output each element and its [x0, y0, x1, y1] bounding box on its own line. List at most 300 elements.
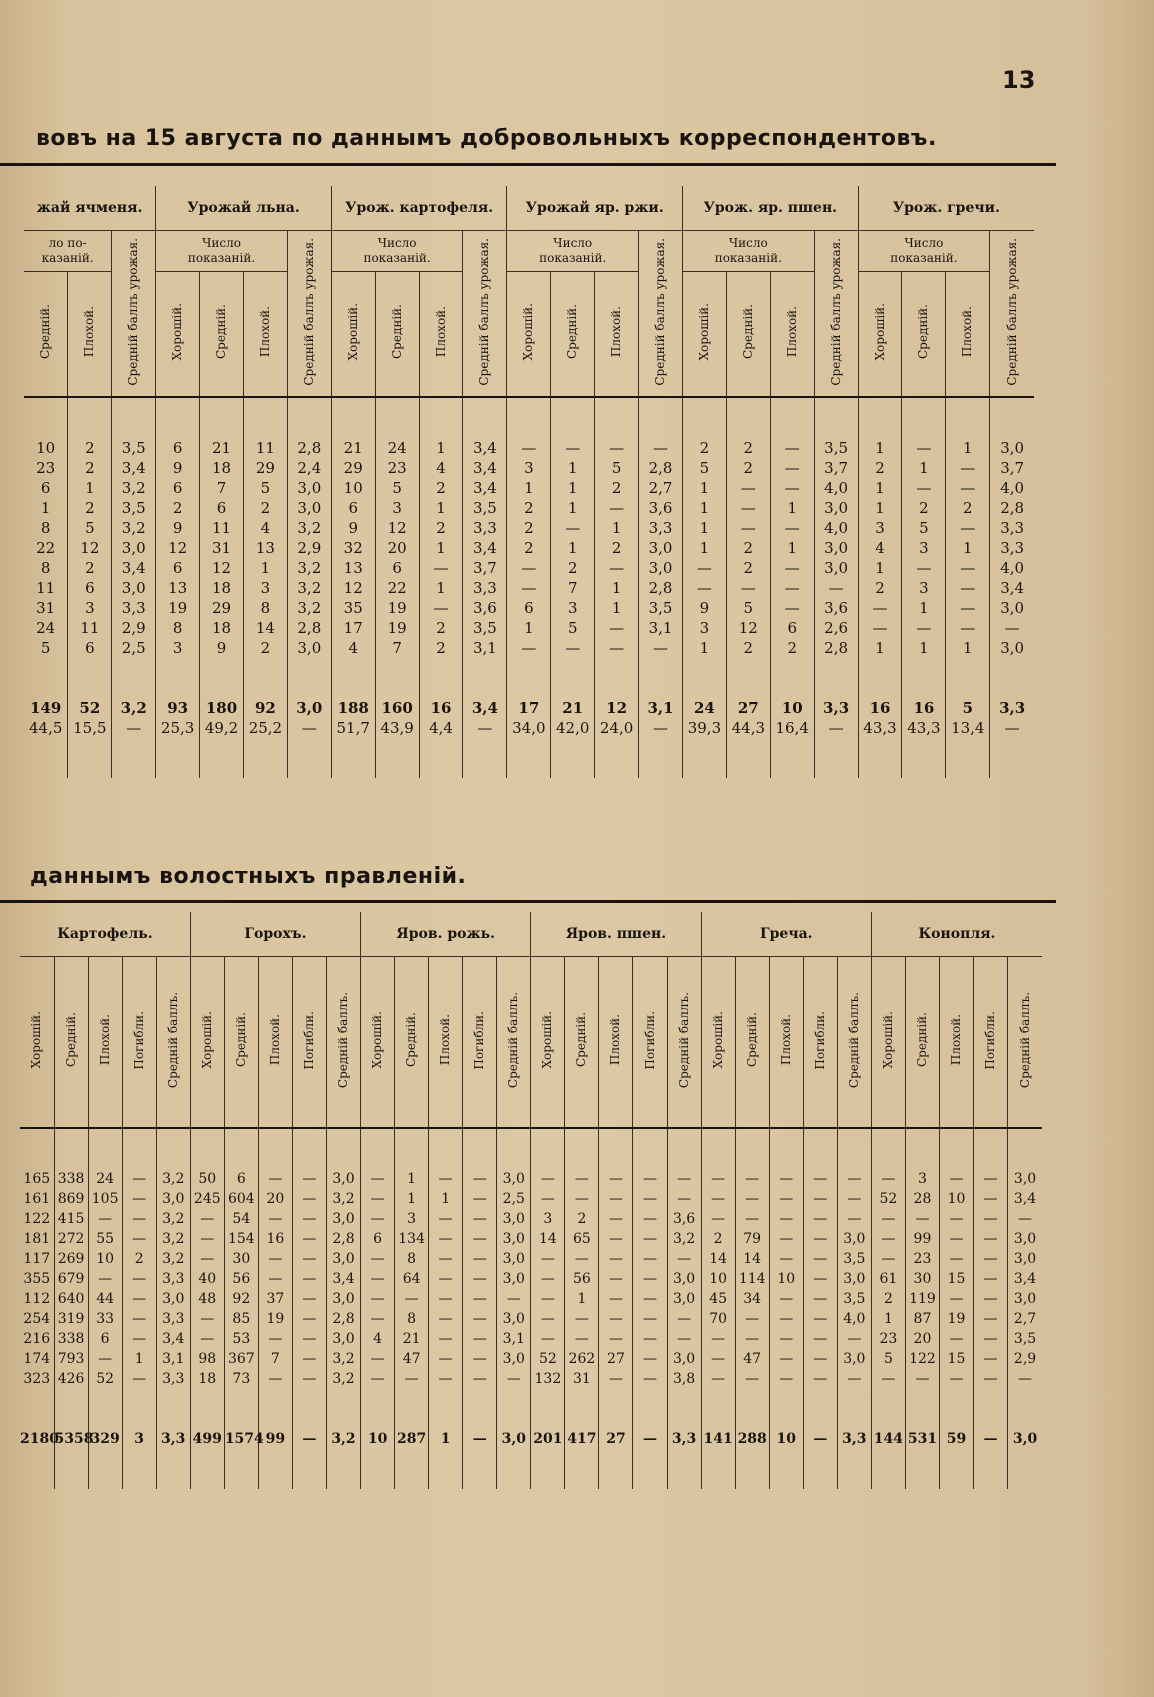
spacer-cell: [682, 738, 726, 778]
table-cell: —: [902, 558, 946, 578]
column-header-cell: [375, 272, 419, 398]
table-cell: —: [531, 1329, 565, 1349]
table-cell: 3,0: [497, 1269, 531, 1289]
spacer-cell: [395, 1389, 429, 1429]
table-cell: 31: [36, 599, 56, 617]
table-cell: 3: [68, 598, 112, 618]
spacer-cell: [871, 1389, 905, 1429]
spacer-cell: [326, 1449, 360, 1489]
column-header-cell: [974, 957, 1008, 1129]
table-cell: —: [429, 1289, 463, 1309]
column-header: Хорошій.: [696, 303, 711, 361]
table-row: [24, 558, 1034, 578]
spacer-cell: [858, 658, 902, 698]
total-cell: 59: [939, 1429, 973, 1449]
table-cell: 10: [36, 439, 56, 457]
spacer-cell: [595, 397, 639, 438]
total-cell: 12: [595, 698, 639, 718]
table-cell: 2,9: [1008, 1349, 1042, 1369]
table-cell: —: [292, 1289, 326, 1309]
table-row: [20, 1369, 1042, 1389]
spacer-cell: [326, 1389, 360, 1429]
total-cell: —: [292, 1429, 326, 1449]
percent-cell: 15,5: [68, 718, 112, 738]
table-cell: 27: [599, 1349, 633, 1369]
table-cell: 1: [429, 1189, 463, 1209]
table-cell: —: [769, 1289, 803, 1309]
table-cell: 1: [858, 438, 902, 458]
table-cell: 11: [243, 438, 287, 458]
table-cell: —: [429, 1169, 463, 1189]
column-header: Погибли.: [472, 1010, 487, 1070]
table-cell: 9: [156, 518, 200, 538]
percent-cell: —: [814, 718, 858, 738]
table-cell: 5: [375, 478, 419, 498]
column-header: Плохой.: [778, 1014, 793, 1066]
spacer-cell: [946, 397, 990, 438]
table-cell: 11: [36, 579, 56, 597]
table-cell: 1: [858, 638, 902, 658]
table-cell: —: [769, 1229, 803, 1249]
table-cell: 262: [565, 1349, 599, 1369]
subgroup-header: Число показаній.: [156, 231, 288, 272]
table-cell: —: [871, 1229, 905, 1249]
group-header: Конопля.: [871, 912, 1042, 957]
column-header: Средній.: [404, 1012, 419, 1068]
spacer-cell: [463, 1389, 497, 1429]
table-cell: 3,7: [990, 458, 1034, 478]
table-cell: 3,0: [837, 1269, 871, 1289]
table-cell: —: [258, 1209, 292, 1229]
table-cell: 3,2: [287, 558, 331, 578]
spacer-cell: [990, 738, 1034, 778]
table-cell: 2: [726, 638, 770, 658]
table-cell: 4: [361, 1329, 395, 1349]
column-header: Хорошій.: [345, 303, 360, 361]
table-cell: 3,6: [814, 598, 858, 618]
table-cell: —: [769, 1349, 803, 1369]
table-cell: 154: [224, 1229, 258, 1249]
total-cell: 10: [769, 1429, 803, 1449]
table-cell: —: [292, 1349, 326, 1369]
table-cell: 10: [331, 478, 375, 498]
table-cell: —: [701, 1369, 735, 1389]
subgroup-header: Число показаній.: [331, 231, 463, 272]
table-cell: —: [463, 1229, 497, 1249]
total-cell: 10: [770, 698, 814, 718]
table-cell: 4,0: [837, 1309, 871, 1329]
table-cell: 8: [243, 598, 287, 618]
table-cell: —: [551, 518, 595, 538]
column-header: Хорошій.: [872, 303, 887, 361]
column-header: Плохой.: [267, 1014, 282, 1066]
table-cell: 3: [551, 598, 595, 618]
table-cell: —: [565, 1169, 599, 1189]
column-header: Погибли.: [983, 1010, 998, 1070]
table-cell: 65: [565, 1229, 599, 1249]
table-cell: —: [531, 1269, 565, 1289]
spacer-cell: [88, 1389, 122, 1429]
table-cell: —: [595, 438, 639, 458]
total-cell: 99: [258, 1429, 292, 1449]
column-header-cell: [20, 957, 54, 1129]
table-cell: —: [463, 1349, 497, 1369]
table-cell: 3,6: [463, 598, 507, 618]
column-header: Хорошій.: [880, 1011, 895, 1069]
spacer-cell: [122, 1449, 156, 1489]
table-cell: —: [735, 1329, 769, 1349]
table-cell: 2,8: [990, 498, 1034, 518]
table-cell: 1: [770, 538, 814, 558]
subgroup-header: ло по- казаній.: [24, 231, 112, 272]
table-cell: —: [531, 1289, 565, 1309]
table-cell: 2: [701, 1229, 735, 1249]
table-cell: 92: [224, 1289, 258, 1309]
total-cell: 3,4: [463, 698, 507, 718]
spacer-cell: [331, 738, 375, 778]
table-cell: 3: [902, 538, 946, 558]
spacer-cell: [497, 1449, 531, 1489]
table-cell: —: [507, 638, 551, 658]
table-cell: —: [939, 1249, 973, 1269]
table-cell: 3,0: [326, 1169, 360, 1189]
total-cell: 17: [507, 698, 551, 718]
column-header: Средній.: [914, 1012, 929, 1068]
spacer-cell: [331, 658, 375, 698]
spacer-cell: [769, 1449, 803, 1489]
table-cell: 53: [224, 1329, 258, 1349]
percent-cell: 43,9: [375, 718, 419, 738]
table-cell: —: [292, 1249, 326, 1269]
table-cell: —: [122, 1309, 156, 1329]
spacer-row: [20, 1128, 1042, 1169]
table-cell: 19: [375, 618, 419, 638]
table-cell: —: [770, 478, 814, 498]
table-cell: —: [803, 1289, 837, 1309]
spacer-cell: [122, 1389, 156, 1429]
table-cell: 3,5: [814, 438, 858, 458]
table-cell: —: [88, 1349, 122, 1369]
table-cell: 21: [200, 438, 244, 458]
column-header-cell: [224, 957, 258, 1129]
table-cell: —: [122, 1329, 156, 1349]
column-header-cell: [200, 272, 244, 398]
spacer-cell: [463, 738, 507, 778]
spacer-cell: [1008, 1449, 1042, 1489]
column-header: Средній.: [63, 1012, 78, 1068]
percent-cell: 42,0: [551, 718, 595, 738]
table-cell: 3,2: [156, 1209, 190, 1229]
table-cell: 8: [40, 519, 51, 537]
table-cell: 47: [735, 1349, 769, 1369]
table-cell: —: [565, 1329, 599, 1349]
table-cell: 2,6: [814, 618, 858, 638]
table-cell: —: [361, 1269, 395, 1289]
table-cell: 1: [243, 558, 287, 578]
table-cell: —: [639, 438, 683, 458]
spacer-cell: [112, 658, 156, 698]
table-cell: 117: [23, 1251, 51, 1267]
table-cell: 31: [565, 1369, 599, 1389]
column-header: Средній.: [740, 304, 755, 360]
table-cell: 20: [375, 538, 419, 558]
table-cell: 3,0: [497, 1229, 531, 1249]
table-cell: 7: [258, 1349, 292, 1369]
table-cell: 6: [156, 558, 200, 578]
table-cell: —: [770, 558, 814, 578]
table-cell: 9: [682, 598, 726, 618]
table-cell: 3,0: [326, 1209, 360, 1229]
table-cell: —: [726, 518, 770, 538]
column-header-cell: [595, 272, 639, 398]
column-header-cell: [701, 957, 735, 1129]
spacer-cell: [565, 1449, 599, 1489]
table-cell: 24: [88, 1169, 122, 1189]
table-cell: —: [769, 1169, 803, 1189]
table-cell: 4: [331, 638, 375, 658]
spacer-cell: [837, 1389, 871, 1429]
table-cell: —: [599, 1309, 633, 1329]
table-cell: —: [497, 1369, 531, 1389]
spacer-cell: [54, 1128, 88, 1169]
table-volost: [20, 912, 1042, 1489]
column-header-cell: [292, 957, 326, 1129]
column-header: Средній баллъ.: [506, 991, 521, 1089]
spacer-cell: [871, 1449, 905, 1489]
table-row: [24, 438, 1034, 458]
table-cell: 2: [858, 578, 902, 598]
spacer-cell: [1008, 1128, 1042, 1169]
table-cell: 3,0: [667, 1269, 701, 1289]
table-cell: 3,4: [156, 1329, 190, 1349]
table-cell: 604: [224, 1189, 258, 1209]
spacer-cell: [24, 738, 68, 778]
total-cell: 24: [682, 698, 726, 718]
table-cell: 5: [902, 518, 946, 538]
column-header: Средній баллъ урожая.: [1004, 237, 1019, 386]
spacer-cell: [190, 1449, 224, 1489]
column-header-cell: [24, 272, 68, 398]
table-cell: 3,3: [990, 518, 1034, 538]
table-cell: 30: [905, 1269, 939, 1289]
spacer-cell: [507, 397, 551, 438]
table-cell: —: [769, 1249, 803, 1269]
column-header: Средній.: [38, 304, 53, 360]
table-cell: 3,6: [639, 498, 683, 518]
table-cell: —: [905, 1369, 939, 1389]
spacer-cell: [990, 397, 1034, 438]
table-cell: 7: [200, 478, 244, 498]
spacer-cell: [946, 738, 990, 778]
column-header: Плохой.: [949, 1014, 963, 1066]
table-cell: —: [507, 558, 551, 578]
spacer-cell: [667, 1449, 701, 1489]
table-cell: 1: [595, 598, 639, 618]
table-row: [20, 1169, 1042, 1189]
spacer-cell: [507, 738, 551, 778]
table-cell: —: [88, 1269, 122, 1289]
table-cell: 3,5: [1008, 1329, 1042, 1349]
table-cell: —: [531, 1189, 565, 1209]
spacer-cell: [905, 1128, 939, 1169]
column-header: Хорошій.: [170, 303, 185, 361]
percent-cell: 16,4: [770, 718, 814, 738]
table-cell: —: [974, 1249, 1008, 1269]
table-cell: —: [599, 1189, 633, 1209]
table-cell: —: [463, 1289, 497, 1309]
table-cell: —: [946, 598, 990, 618]
column-header-cell: [837, 957, 871, 1129]
column-header: Плохой.: [433, 306, 448, 358]
table-cell: —: [946, 618, 990, 638]
spacer-cell: [292, 1449, 326, 1489]
table-cell: —: [803, 1229, 837, 1249]
table-cell: —: [122, 1289, 156, 1309]
table-cell: 3,0: [326, 1249, 360, 1269]
spacer-row: [20, 1449, 1042, 1489]
column-header-cell: [551, 272, 595, 398]
table-cell: 2,8: [326, 1229, 360, 1249]
table-cell: —: [902, 618, 946, 638]
spacer-cell: [419, 397, 463, 438]
table-cell: —: [599, 1269, 633, 1289]
table-cell: 12: [200, 558, 244, 578]
table-cell: 29: [243, 458, 287, 478]
table-cell: —: [258, 1269, 292, 1289]
table-cell: —: [633, 1249, 667, 1269]
column-header-cell: [419, 272, 463, 398]
table-cell: 19: [258, 1309, 292, 1329]
spacer-cell: [419, 658, 463, 698]
total-cell: 3,0: [287, 698, 331, 718]
table-cell: —: [122, 1169, 156, 1189]
spacer-cell: [770, 397, 814, 438]
spacer-cell: [639, 738, 683, 778]
spacer-cell: [156, 1389, 190, 1429]
table-cell: 5: [871, 1349, 905, 1369]
table-cell: 1: [871, 1309, 905, 1329]
spacer-cell: [287, 738, 331, 778]
spacer-cell: [243, 397, 287, 438]
table-cell: 5: [682, 458, 726, 478]
table-cell: —: [258, 1329, 292, 1349]
table-cell: 6: [507, 598, 551, 618]
column-header-cell: [565, 957, 599, 1129]
table-cell: —: [361, 1189, 395, 1209]
spacer-cell: [858, 738, 902, 778]
spacer-row: [20, 1389, 1042, 1429]
total-cell: 27: [599, 1429, 633, 1449]
column-header-cell: [726, 272, 770, 398]
column-header-cell: [331, 272, 375, 398]
table-cell: 3,0: [639, 538, 683, 558]
table-cell: 10: [939, 1189, 973, 1209]
table-cell: 54: [224, 1209, 258, 1229]
table-row: [24, 498, 1034, 518]
spacer-cell: [497, 1389, 531, 1429]
table-cell: —: [361, 1309, 395, 1329]
table-cell: —: [419, 598, 463, 618]
spacer-cell: [224, 1449, 258, 1489]
column-header: Средній баллъ урожая.: [126, 237, 141, 386]
table-cell: 174: [23, 1351, 51, 1367]
spacer-cell: [803, 1389, 837, 1429]
table-cell: 3: [395, 1209, 429, 1229]
table-cell: 56: [565, 1269, 599, 1289]
table-row: [20, 1329, 1042, 1349]
spacer-cell: [258, 1128, 292, 1169]
table-cell: 3,4: [990, 578, 1034, 598]
table-cell: 19: [939, 1309, 973, 1329]
table-cell: 3,2: [326, 1349, 360, 1369]
spacer-cell: [156, 658, 200, 698]
table-cell: 2,8: [639, 578, 683, 598]
table-cell: —: [463, 1189, 497, 1209]
table-cell: —: [769, 1309, 803, 1329]
table-cell: 1: [551, 458, 595, 478]
table-cell: —: [551, 638, 595, 658]
table-cell: 3,0: [1008, 1169, 1042, 1189]
table-cell: —: [429, 1369, 463, 1389]
table-cell: —: [88, 1209, 122, 1229]
table-cell: —: [599, 1369, 633, 1389]
table-cell: 7: [375, 638, 419, 658]
table-cell: 3,6: [667, 1209, 701, 1229]
spacer-cell: [837, 1128, 871, 1169]
spacer-cell: [429, 1449, 463, 1489]
table-cell: —: [497, 1289, 531, 1309]
column-header-cell: [735, 957, 769, 1129]
total-cell: 180: [200, 698, 244, 718]
table-cell: —: [837, 1169, 871, 1189]
spacer-cell: [497, 1128, 531, 1169]
spacer-cell: [974, 1128, 1008, 1169]
table-cell: —: [770, 578, 814, 598]
table-cell: 14: [531, 1229, 565, 1249]
column-header: Плохой.: [82, 306, 97, 358]
table-cell: —: [682, 578, 726, 598]
table-cell: —: [667, 1309, 701, 1329]
table-cell: 3,7: [463, 558, 507, 578]
percent-cell: —: [112, 718, 156, 738]
table-cell: —: [429, 1329, 463, 1349]
spacer-cell: [156, 1449, 190, 1489]
table-cell: 338: [54, 1329, 88, 1349]
table-cell: 18: [200, 458, 244, 478]
column-header: Плохой.: [609, 306, 624, 358]
table-cell: —: [735, 1169, 769, 1189]
column-header: Погибли.: [642, 1010, 657, 1070]
table-cell: 323: [23, 1371, 51, 1387]
table-cell: 1: [122, 1349, 156, 1369]
column-header: Средній баллъ.: [1017, 991, 1032, 1089]
table-cell: —: [905, 1209, 939, 1229]
total-cell: 10: [361, 1429, 395, 1449]
total-cell: —: [463, 1429, 497, 1449]
table-cell: —: [974, 1329, 1008, 1349]
table-cell: 1: [551, 498, 595, 518]
table-cell: 1: [902, 598, 946, 618]
total-cell: 417: [565, 1429, 599, 1449]
spacer-cell: [814, 658, 858, 698]
table-cell: 24: [375, 438, 419, 458]
column-header: Погибли.: [812, 1010, 827, 1070]
table-row: [20, 1349, 1042, 1369]
table-cell: 1: [595, 578, 639, 598]
table-cell: —: [769, 1329, 803, 1349]
total-cell: —: [974, 1429, 1008, 1449]
spacer-cell: [20, 1389, 54, 1429]
